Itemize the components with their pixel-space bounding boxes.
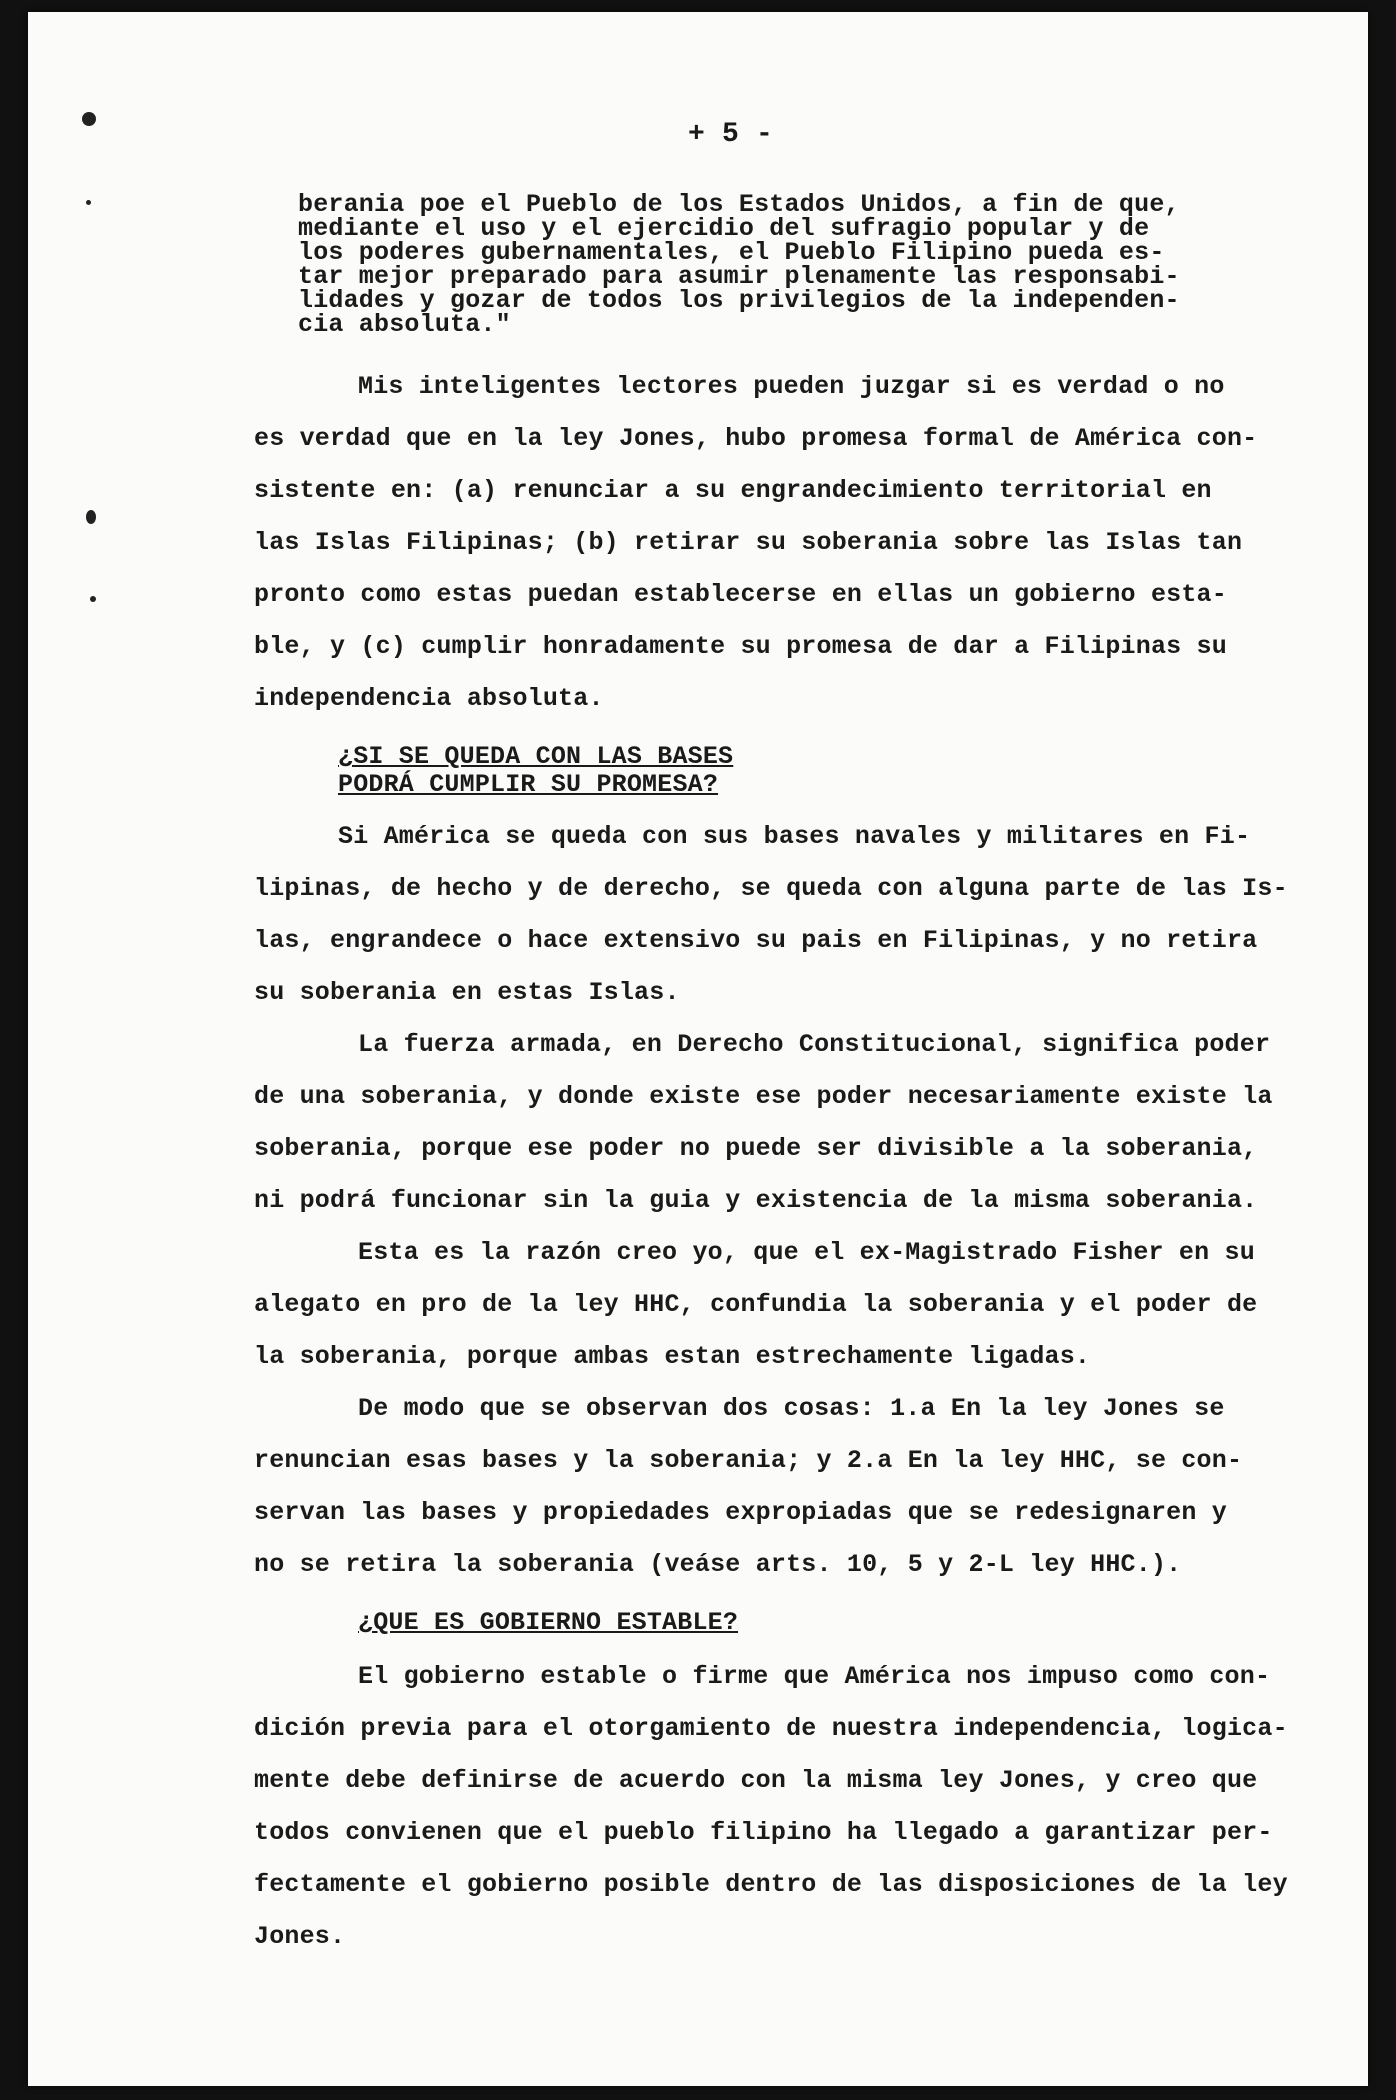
paragraph-line: renuncian esas bases y la soberania; y 2.a En la ley HHC, se con- (254, 1446, 1243, 1475)
paragraph-line: la soberania, porque ambas estan estrechamente ligadas. (254, 1342, 1091, 1371)
section-heading: PODRÁ CUMPLIR SU PROMESA? (338, 770, 719, 799)
paragraph-line: es verdad que en la ley Jones, hubo promesa formal de América con- (254, 424, 1258, 453)
quote-line: lidades y gozar de todos los privilegios de la independen- (298, 286, 1180, 315)
paragraph-line: las Islas Filipinas; (b) retirar su soberania sobre las Islas tan (254, 528, 1243, 557)
paragraph-line: Jones. (254, 1922, 346, 1951)
paragraph-line: Mis inteligentes lectores pueden juzgar si es verdad o no (358, 372, 1225, 401)
paragraph-line: mente debe definirse de acuerdo con la misma ley Jones, y creo que (254, 1766, 1258, 1795)
quote-line: los poderes gubernamentales, el Pueblo Filipino pueda es- (298, 238, 1165, 267)
paragraph-line: todos convienen que el pueblo filipino ha llegado a garantizar per- (254, 1818, 1273, 1847)
scan-speck (90, 596, 96, 602)
paragraph-line: La fuerza armada, en Derecho Constitucional, significa poder (358, 1030, 1271, 1059)
quote-line: cia absoluta." (298, 310, 511, 339)
typed-page (28, 12, 1368, 2086)
quote-line: berania poe el Pueblo de los Estados Unidos, a fin de que, (298, 190, 1180, 219)
paragraph-line: servan las bases y propiedades expropiadas que se redesignaren y (254, 1498, 1227, 1527)
scan-speck (82, 112, 96, 126)
paragraph-line: Esta es la razón creo yo, que el ex-Magistrado Fisher en su (358, 1238, 1255, 1267)
scan-speck (86, 510, 96, 524)
quote-line: tar mejor preparado para asumir plenamente las responsabi- (298, 262, 1180, 291)
scan-speck (86, 200, 91, 205)
quote-line: mediante el uso y el ejercidio del sufragio popular y de (298, 214, 1150, 243)
paragraph-line: ni podrá funcionar sin la guia y existencia de la misma soberania. (254, 1186, 1258, 1215)
section-heading: ¿SI SE QUEDA CON LAS BASES (338, 742, 734, 771)
paragraph-line: las, engrandece o hace extensivo su pais en Filipinas, y no retira (254, 926, 1258, 955)
paragraph-line: De modo que se observan dos cosas: 1.a En la ley Jones se (358, 1394, 1225, 1423)
paragraph-line: Si América se queda con sus bases navales y militares en Fi- (338, 822, 1251, 851)
paragraph-line: no se retira la soberania (veáse arts. 10, 5 y 2-L ley HHC.). (254, 1550, 1182, 1579)
page-number: + 5 - (688, 119, 774, 150)
paragraph-line: dición previa para el otorgamiento de nuestra independencia, logica- (254, 1714, 1288, 1743)
paragraph-line: independencia absoluta. (254, 684, 604, 713)
paragraph-line: pronto como estas puedan establecerse en ellas un gobierno esta- (254, 580, 1227, 609)
paragraph-line: sistente en: (a) renunciar a su engrandecimiento territorial en (254, 476, 1212, 505)
paragraph-line: ble, y (c) cumplir honradamente su promesa de dar a Filipinas su (254, 632, 1227, 661)
paragraph-line: alegato en pro de la ley HHC, confundia la soberania y el poder de (254, 1290, 1258, 1319)
paragraph-line: lipinas, de hecho y de derecho, se queda con alguna parte de las Is- (254, 874, 1288, 903)
paragraph-line: soberania, porque ese poder no puede ser divisible a la soberania, (254, 1134, 1258, 1163)
section-heading: ¿QUE ES GOBIERNO ESTABLE? (358, 1608, 739, 1637)
paragraph-line: de una soberania, y donde existe ese poder necesariamente existe la (254, 1082, 1273, 1111)
paragraph-line: fectamente el gobierno posible dentro de las disposiciones de la ley (254, 1870, 1288, 1899)
paragraph-line: su soberania en estas Islas. (254, 978, 680, 1007)
paragraph-line: El gobierno estable o firme que América nos impuso como con- (358, 1662, 1271, 1691)
